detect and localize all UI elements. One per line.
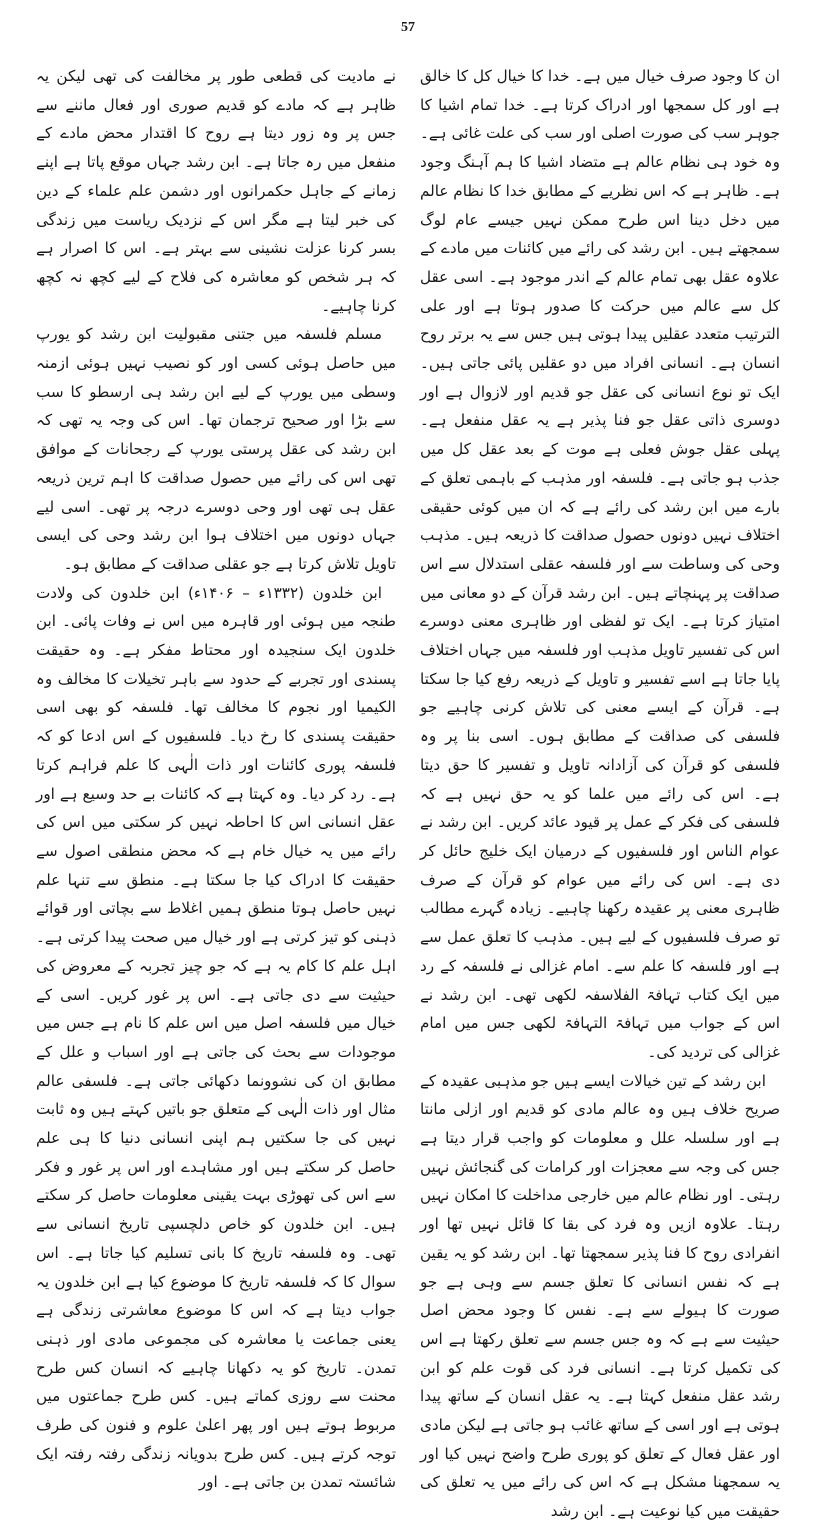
paragraph: مسلم فلسفہ میں جتنی مقبولیت ابن رشد کو یورپ میں حاصل ہوئی کسی اور کو نصیب نہیں ہوئی ازمنہ وسطی میں یورپ کے لیے ابن رشد ہی ارسطو کا سب سے بڑا اور صحیح ترجمان تھا۔ اس کی وجہ یہ تھی کہ ابن رشد کی عقل پرستی یورپ کے رجحانات کے موافق تھی اس کی رائے میں حصول صداقت کا اہم ترین ذریعہ عقل ہی تھی اور وحی دوسرے درجہ پر تھی۔ اسی لیے جہاں دونوں میں اختلاف ہوا ابن رشد وحی کی ایسی تاویل تلاش کرتا ہے جو عقلی صداقت کے مطابق ہو۔ bbox=[36, 325, 396, 573]
paragraph: نے مادیت کی قطعی طور پر مخالفت کی تھی لیکن یہ ظاہر ہے کہ مادے کو قدیم صوری اور فعال ماننے سے جس پر وہ زور دیتا ہے روح کا اقتدار محض مادے کے منفعل میں رہ جاتا ہے۔ ابن رشد جہاں موقع پاتا ہے اپنے زمانے کے جاہل حکمرانوں اور دشمن علم علماء کے دین کی خبر لیتا ہے مگر اس کے نزدیک ریاست میں زندگی بسر کرنا عزلت نشینی سے بہتر ہے۔ اس کا اصرار ہے کہ ہر شخص کو معاشرہ کی فلاح کے لیے کچھ نہ کچھ کرنا چاہیے۔ bbox=[36, 67, 396, 315]
paragraph: ابن رشد کے تین خیالات ایسے ہیں جو مذہبی عقیدہ کے صریح خلاف ہیں وہ عالم مادی کو قدیم اور ازلی مانتا ہے اور سلسلہ علل و معلومات کو واجب قرار دیتا ہے جس کی وجہ سے معجزات اور کرامات کی گنجائش نہیں رہتی۔ اور نظام عالم میں خارجی مداخلت کا امکان نہیں رہتا۔ علاوہ ازیں وہ فرد کی بقا کا قائل نہیں تھا اور انفرادی روح کا فنا پذیر سمجھتا تھا۔ ابن رشد کو یہ یقین ہے کہ نفس انسانی کا تعلق جسم سے وہی ہے جو صورت کا ہیولے سے ہے۔ نفس کا وجود محض اصل حیثیت سے ہے کہ وہ جس جسم سے تعلق رکھتا ہے اس کی تکمیل کرتا ہے۔ انسانی فرد کی قوت علم کو ابن رشد عقل منفعل کہتا ہے۔ یہ عقل انسان کے ساتھ پیدا ہوتی ہے اور اسی کے ساتھ غائب ہو جاتی ہے لیکن مادی اور عقل فعال کے تعلق کو پوری طرح واضح نہیں کیا اور یہ سمجھنا مشکل ہے کہ اس کی رائے میں یہ تعلق کی حقیقت میں کیا نوعیت ہے۔ ابن رشد bbox=[420, 1071, 780, 1521]
page-number: 57 bbox=[401, 20, 415, 35]
right-column bbox=[420, 62, 780, 1521]
text-columns bbox=[36, 62, 780, 1521]
paragraph: ابن خلدون (۱۳۳۲ء – ۱۴۰۶ء) ابن خلدون کی ولادت طنجہ میں ہوئی اور قاہرہ میں اس نے وفات پائی۔ ابن خلدون ایک سنجیدہ اور محتاط مفکر ہے۔ وہ حقیقت پسندی اور تجربے کے حدود سے باہر تخیلات کا مخالف وہ الکیمیا اور نجوم کا مخالف تھا۔ فلسفہ کو بھی اسی حقیقت پسندی کا رخ دیا۔ فلسفیوں کے اس ادعا کو کہ فلسفہ پوری کائنات اور ذات الٰہی کا علم فراہم کرتا ہے۔ رد کر دیا۔ وہ کہتا ہے کہ کائنات بے حد وسیع ہے اور عقل انسانی اس کا احاطہ نہیں کر سکتی میں اس کی رائے میں یہ خیال خام ہے کہ محض منطقی اصول سے حقیقت کا ادراک کیا جا سکتا ہے۔ منطق سے تنہا علم نہیں حاصل ہوتا منطق ہمیں اغلاط سے بچاتی اور قوائے ذہنی کو تیز کرتی ہے اور خیال میں صحت پیدا کرتی ہے۔ اہل علم کا کام یہ ہے کہ جو چیز تجربہ کے معروض کی حیثیت سے دی جاتی ہے۔ اس پر غور کریں۔ اسی کے خیال میں فلسفہ اصل میں اس علم کا نام ہے جس میں موجودات سے بحث کی جاتی ہے اور اسباب و علل کے مطابق ان کی نشوونما دکھائی جاتی ہے۔ فلسفی عالم مثال اور ذات الٰہی کے متعلق جو باتیں کہتے ہیں وہ ثابت نہیں کی جا سکتیں ہم اپنی انسانی دنیا کا ہی علم حاصل کر سکتے ہیں اور مشاہدے اور اس پر غور و فکر سے اس کی تھوڑی بہت یقینی معلومات حاصل کر سکتے ہیں۔ ابن خلدون کو خاص دلچسپی تاریخ انسانی سے تھی۔ وہ فلسفہ تاریخ کا بانی تسلیم کیا جاتا ہے۔ اس سوال کا کہ فلسفہ تاریخ کا موضوع کیا ہے ابن خلدون یہ جواب دیتا ہے کہ اس کا موضوع معاشرتی زندگی ہے یعنی جماعت یا معاشرہ کی مجموعی مادی اور ذہنی تمدن۔ تاریخ کو یہ دکھانا چاہیے کہ انسان کس طرح محنت سے روزی کماتے ہیں۔ کس طرح جماعتوں میں مربوط ہوتے ہیں اور پھر اعلیٰ علوم و فنون کی طرف توجہ کرتے ہیں۔ کس طرح بدویانہ زندگی رفتہ رفتہ ایک شائستہ تمدن بن جاتی ہے۔ اور bbox=[36, 583, 396, 1492]
left-column bbox=[36, 62, 396, 1492]
paragraph: ان کا وجود صرف خیال میں ہے۔ خدا کا خیال کل کا خالق ہے اور کل سمجھا اور ادراک کرتا ہے۔ خدا تمام اشیا کا جوہر سب کی صورت اصلی اور سب کی علت غائی ہے۔ وہ خود ہی نظام عالم ہے متضاد اشیا کا ہم آہنگ وجود ہے۔ ظاہر ہے کہ اس نظریے کے مطابق خدا کا نظام عالم میں دخل دینا اس طرح ممکن نہیں جیسے عام لوگ سمجھتے ہیں۔ ابن رشد کی رائے میں کائنات میں مادے کے علاوہ عقل بھی تمام عالم کے اندر موجود ہے۔ اسی عقل کل سے عالم میں حرکت کا صدور ہوتا ہے اور علی الترتیب متعدد عقلیں پیدا ہوتی ہیں جس سے یہ برتر روح انسان ہے۔ انسانی افراد میں دو عقلیں پائی جاتی ہیں۔ ایک تو نوع انسانی کی عقل جو قدیم اور لازوال ہے اور دوسری ذاتی عقل جو فنا پذیر ہے یہ عقل منفعل ہے۔ پہلی عقل جوش فعلی ہے موت کے بعد عقل کل میں جذب ہو جاتی ہے۔ فلسفہ اور مذہب کے باہمی تعلق کے بارے میں ابن رشد کی رائے ہے کہ ان میں کوئی حقیقی اختلاف نہیں دونوں حصول صداقت کا ذریعہ ہیں۔ مذہب وحی کی وساطت سے اور فلسفہ عقلی استدلال سے اس صداقت پر پہنچاتے ہیں۔ ابن رشد قرآن کے دو معانی میں امتیاز کرتا ہے۔ ایک تو لفظی اور ظاہری معنی دوسرے اس کی تفسیر تاویل مذہب اور فلسفہ میں جہاں اختلاف پایا جاتا ہے اسے تفسیر و تاویل کے ذریعہ رفع کیا جا سکتا ہے۔ قرآن کے ایسے معنی کی تلاش کرنی چاہیے جو فلسفی کی صداقت کے مطابق ہوں۔ اسی بنا پر وہ فلسفی کو قرآن کی آزادانہ تاویل و تفسیر کا حق دیتا ہے۔ اس کی رائے میں علما کو یہ حق نہیں ہے کہ فلسفی کی فکر کے عمل پر قیود عائد کریں۔ ابن رشد نے عوام الناس اور فلسفیوں کے درمیان ایک خلیج حائل کر دی ہے۔ اس کی رائے میں عوام کو قرآن کے صرف ظاہری معنی پر عقیدہ رکھنا چاہیے۔ زیادہ گہرے مطالب تو صرف فلسفیوں کے لیے ہیں۔ مذہب کا تعلق عمل سے ہے اور فلسفہ کا علم سے۔ امام غزالی نے فلسفہ کے رد میں ایک کتاب تہافۃ الفلاسفہ لکھی تھی۔ ابن رشد نے اس کے جواب میں تہافۃ التہافۃ لکھی جس میں امام غزالی کی تردید کی۔ bbox=[420, 67, 780, 1061]
